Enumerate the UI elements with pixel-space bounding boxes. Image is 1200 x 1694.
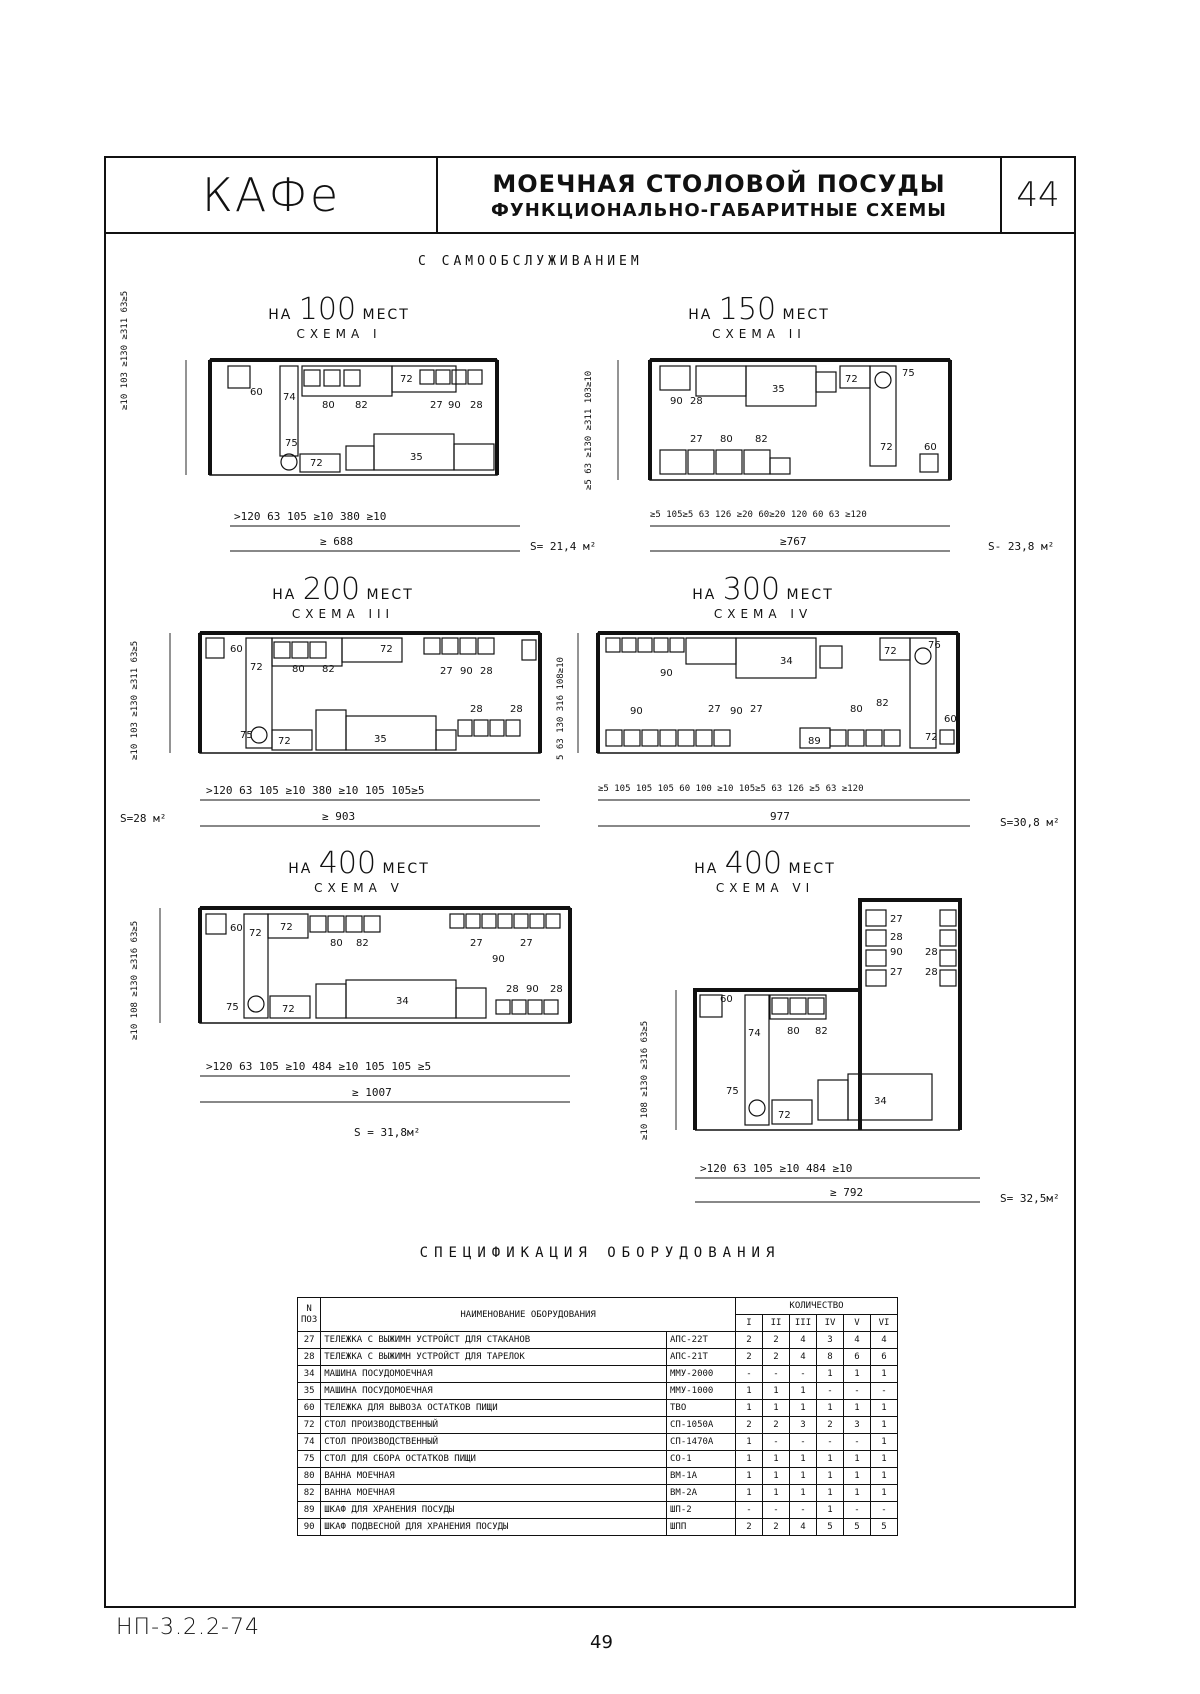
spec-qty: 6 xyxy=(871,1349,898,1366)
svg-text:72: 72 xyxy=(250,662,263,673)
svg-text:28: 28 xyxy=(506,984,519,995)
svg-text:28: 28 xyxy=(470,704,483,715)
spec-row xyxy=(298,1417,898,1434)
spec-qty: 1 xyxy=(736,1468,763,1485)
spec-qty: 1 xyxy=(871,1417,898,1434)
spec-code: СП-1470А xyxy=(667,1434,736,1451)
svg-text:75: 75 xyxy=(285,438,298,449)
scheme-5-seats: 400 xyxy=(318,846,377,881)
scheme-6-vdims: ≥10 108 ≥130 ≥316 63≥5 xyxy=(640,1020,650,1140)
svg-text:75: 75 xyxy=(226,1002,239,1013)
spec-qty: 4 xyxy=(844,1332,871,1349)
svg-text:28: 28 xyxy=(925,947,938,958)
spec-qty: - xyxy=(817,1383,844,1400)
svg-text:34: 34 xyxy=(780,656,793,667)
spec-row xyxy=(298,1519,898,1536)
scheme-1-total: ≥ 688 xyxy=(320,535,354,548)
svg-text:90: 90 xyxy=(730,706,743,717)
svg-text:72: 72 xyxy=(310,458,323,469)
spec-row xyxy=(298,1349,898,1366)
spec-qty: 1 xyxy=(763,1468,790,1485)
spec-qty: 2 xyxy=(763,1417,790,1434)
spec-qty: 2 xyxy=(763,1519,790,1536)
scheme-6-total: ≥ 792 xyxy=(830,1186,864,1199)
spec-qty: 2 xyxy=(736,1519,763,1536)
spec-pos: 90 xyxy=(298,1519,321,1536)
spec-scheme-header: VI xyxy=(871,1315,898,1332)
spec-qty: - xyxy=(763,1502,790,1519)
svg-text:72: 72 xyxy=(249,928,262,939)
spec-pos: 72 xyxy=(298,1417,321,1434)
spec-name: СТОЛ ДЛЯ СБОРА ОСТАТКОВ ПИЩИ xyxy=(321,1451,667,1468)
document-code: НП-3.2.2-74 xyxy=(116,1615,260,1640)
spec-name: ТЕЛЕЖКА С ВЫЖИМН УСТРОЙСТ ДЛЯ ТАРЕЛОК xyxy=(321,1349,667,1366)
spec-qty: 1 xyxy=(817,1400,844,1417)
spec-title: СПЕЦИФИКАЦИЯ ОБОРУДОВАНИЯ xyxy=(419,1245,781,1261)
svg-text:72: 72 xyxy=(884,646,897,657)
spec-name: ШКАФ ДЛЯ ХРАНЕНИЯ ПОСУДЫ xyxy=(321,1502,667,1519)
spec-code: АПС-22Т xyxy=(667,1332,736,1349)
scheme-2-total: ≥767 xyxy=(780,535,807,548)
spec-qty: 1 xyxy=(790,1468,817,1485)
svg-text:35: 35 xyxy=(374,734,387,745)
svg-text:82: 82 xyxy=(815,1026,828,1037)
sheet-number: 44 xyxy=(1016,175,1060,215)
spec-qty: 1 xyxy=(763,1383,790,1400)
svg-text:76: 76 xyxy=(928,640,941,651)
spec-code: ВМ-1А xyxy=(667,1468,736,1485)
scheme-1-seats: 100 xyxy=(298,292,357,327)
spec-qty: 2 xyxy=(763,1349,790,1366)
svg-text:75: 75 xyxy=(726,1086,739,1097)
dimension-lines xyxy=(160,360,980,1202)
svg-text:80: 80 xyxy=(850,704,863,715)
svg-text:28: 28 xyxy=(510,704,523,715)
spec-qty: 2 xyxy=(817,1417,844,1434)
scheme-2-name: СХЕМА II xyxy=(712,327,806,341)
spec-row xyxy=(298,1400,898,1417)
scheme-1-prefix: НА xyxy=(268,307,293,323)
svg-text:74: 74 xyxy=(283,392,296,403)
svg-text:28: 28 xyxy=(925,967,938,978)
scheme-3-prefix: НА xyxy=(272,587,297,603)
spec-qty: 1 xyxy=(817,1502,844,1519)
spec-name: ТЕЛЕЖКА ДЛЯ ВЫВОЗА ОСТАТКОВ ПИЩИ xyxy=(321,1400,667,1417)
scheme-6-area: S= 32,5м² xyxy=(1000,1192,1060,1205)
scheme-3-unit: МЕСТ xyxy=(366,587,414,603)
spec-code: СО-1 xyxy=(667,1451,736,1468)
svg-text:34: 34 xyxy=(396,996,409,1007)
spec-col-name: НАИМЕНОВАНИЕ ОБОРУДОВАНИЯ xyxy=(321,1298,736,1332)
sheet-title: МОЕЧНАЯ СТОЛОВОЙ ПОСУДЫ xyxy=(492,169,946,198)
svg-text:27: 27 xyxy=(520,938,533,949)
spec-qty: 1 xyxy=(790,1383,817,1400)
spec-qty: 1 xyxy=(844,1451,871,1468)
spec-qty: - xyxy=(817,1434,844,1451)
svg-text:72: 72 xyxy=(280,922,293,933)
spec-qty: - xyxy=(790,1434,817,1451)
spec-row xyxy=(298,1383,898,1400)
spec-scheme-header: II xyxy=(763,1315,790,1332)
spec-qty: 4 xyxy=(871,1332,898,1349)
spec-name: ВАННА МОЕЧНАЯ xyxy=(321,1468,667,1485)
scheme-1-plan xyxy=(210,360,497,475)
scheme-4-vdims: 5 63 130 316 108≥10 xyxy=(556,657,566,760)
spec-row xyxy=(298,1434,898,1451)
svg-text:74: 74 xyxy=(748,1028,761,1039)
svg-text:75: 75 xyxy=(240,730,253,741)
svg-text:35: 35 xyxy=(772,384,785,395)
spec-code: ММУ-1000 xyxy=(667,1383,736,1400)
svg-text:72: 72 xyxy=(278,736,291,747)
spec-qty: 1 xyxy=(844,1400,871,1417)
svg-text:27: 27 xyxy=(890,914,903,925)
scheme-5-prefix: НА xyxy=(288,861,313,877)
svg-text:90: 90 xyxy=(630,706,643,717)
spec-code: ТВО xyxy=(667,1400,736,1417)
svg-text:82: 82 xyxy=(355,400,368,411)
scheme-5-area: S = 31,8м² xyxy=(354,1126,421,1139)
scheme-6-dims: >120 63 105 ≥10 484 ≥10 xyxy=(700,1162,853,1175)
spec-name: СТОЛ ПРОИЗВОДСТВЕННЫЙ xyxy=(321,1417,667,1434)
spec-scheme-header: I xyxy=(736,1315,763,1332)
spec-qty: - xyxy=(790,1502,817,1519)
spec-scheme-header: III xyxy=(790,1315,817,1332)
cafe-title: КАФе xyxy=(106,158,438,232)
spec-pos: 75 xyxy=(298,1451,321,1468)
svg-text:60: 60 xyxy=(944,714,957,725)
spec-qty: 1 xyxy=(871,1485,898,1502)
spec-qty: 1 xyxy=(817,1485,844,1502)
svg-text:90: 90 xyxy=(660,668,673,679)
scheme-5-name: СХЕМА V xyxy=(314,881,404,895)
spec-pos: 28 xyxy=(298,1349,321,1366)
svg-text:28: 28 xyxy=(470,400,483,411)
scheme-3-vdims: ≥10 103 ≥130 ≥311 63≥5 xyxy=(130,640,140,760)
svg-text:82: 82 xyxy=(876,698,889,709)
spec-qty: 1 xyxy=(871,1434,898,1451)
spec-row xyxy=(298,1502,898,1519)
spec-qty: 1 xyxy=(736,1485,763,1502)
spec-qty: 4 xyxy=(790,1349,817,1366)
svg-text:80: 80 xyxy=(787,1026,800,1037)
spec-qty: 1 xyxy=(871,1468,898,1485)
svg-text:27: 27 xyxy=(440,666,453,677)
spec-qty: 5 xyxy=(871,1519,898,1536)
svg-text:27: 27 xyxy=(690,434,703,445)
spec-qty: 5 xyxy=(844,1519,871,1536)
svg-text:90: 90 xyxy=(448,400,461,411)
scheme-4-plan xyxy=(598,633,958,753)
spec-qty: 1 xyxy=(817,1451,844,1468)
spec-qty: - xyxy=(844,1502,871,1519)
spec-code: ШП-2 xyxy=(667,1502,736,1519)
scheme-5-total: ≥ 1007 xyxy=(352,1086,392,1099)
spec-qty: 1 xyxy=(790,1485,817,1502)
scheme-5-vdims: ≥10 108 ≥130 ≥316 63≥5 xyxy=(130,920,140,1040)
svg-text:28: 28 xyxy=(690,396,703,407)
svg-text:60: 60 xyxy=(720,994,733,1005)
spec-name: ТЕЛЕЖКА С ВЫЖИМН УСТРОЙСТ ДЛЯ СТАКАНОВ xyxy=(321,1332,667,1349)
scheme-6-unit: МЕСТ xyxy=(788,861,836,877)
svg-text:72: 72 xyxy=(282,1004,295,1015)
scheme-4-name: СХЕМА IV xyxy=(713,607,813,621)
spec-qty: - xyxy=(790,1366,817,1383)
scheme-2-seats: 150 xyxy=(718,292,777,327)
scheme-4-area: S=30,8 м² xyxy=(1000,816,1060,829)
spec-qty: 1 xyxy=(736,1451,763,1468)
spec-qty: 1 xyxy=(844,1366,871,1383)
svg-text:82: 82 xyxy=(755,434,768,445)
page-number: 49 xyxy=(590,1632,613,1653)
spec-qty: - xyxy=(736,1502,763,1519)
spec-qty: 2 xyxy=(736,1417,763,1434)
spec-name: МАШИНА ПОСУДОМОЕЧНАЯ xyxy=(321,1366,667,1383)
svg-text:27: 27 xyxy=(470,938,483,949)
spec-code: ММУ-2000 xyxy=(667,1366,736,1383)
scheme-1-dims: >120 63 105 ≥10 380 ≥10 xyxy=(234,510,387,523)
spec-code: ВМ-2А xyxy=(667,1485,736,1502)
spec-qty: - xyxy=(736,1366,763,1383)
spec-qty: 1 xyxy=(790,1400,817,1417)
spec-pos: 27 xyxy=(298,1332,321,1349)
svg-text:27: 27 xyxy=(750,704,763,715)
scheme-5-dims: >120 63 105 ≥10 484 ≥10 105 105 ≥5 xyxy=(206,1060,432,1073)
svg-text:27: 27 xyxy=(430,400,443,411)
spec-qty: 1 xyxy=(763,1485,790,1502)
spec-name: СТОЛ ПРОИЗВОДСТВЕННЫЙ xyxy=(321,1434,667,1451)
scheme-4-total: 977 xyxy=(770,810,790,823)
scheme-4-unit: МЕСТ xyxy=(786,587,834,603)
caption-self-service: С САМООБСЛУЖИВАНИЕМ xyxy=(418,254,643,269)
spec-body xyxy=(298,1332,898,1536)
svg-text:90: 90 xyxy=(492,954,505,965)
svg-text:72: 72 xyxy=(400,374,413,385)
scheme-2-vdims: ≥5 63 ≥130 ≥311 103≥10 xyxy=(584,370,594,490)
scheme-5-plan xyxy=(200,908,570,1023)
spec-row xyxy=(298,1451,898,1468)
spec-name: МАШИНА ПОСУДОМОЕЧНАЯ xyxy=(321,1383,667,1400)
spec-qty: 3 xyxy=(844,1417,871,1434)
scheme-1-unit: МЕСТ xyxy=(362,307,410,323)
scheme-3-area: S=28 м² xyxy=(120,812,167,825)
svg-text:90: 90 xyxy=(460,666,473,677)
spec-scheme-header: V xyxy=(844,1315,871,1332)
svg-text:82: 82 xyxy=(322,664,335,675)
scheme-2-dims: ≥5 105≥5 63 126 ≥20 60≥20 120 60 63 ≥120 xyxy=(650,510,867,520)
spec-pos: 60 xyxy=(298,1400,321,1417)
spec-qty: 1 xyxy=(844,1468,871,1485)
spec-qty: - xyxy=(763,1434,790,1451)
svg-text:27: 27 xyxy=(890,967,903,978)
scheme-3-dims: >120 63 105 ≥10 380 ≥10 105 105≥5 xyxy=(206,784,425,797)
svg-text:80: 80 xyxy=(330,938,343,949)
svg-text:60: 60 xyxy=(230,644,243,655)
svg-text:27: 27 xyxy=(708,704,721,715)
spec-qty: - xyxy=(871,1502,898,1519)
spec-row xyxy=(298,1332,898,1349)
spec-qty: 2 xyxy=(736,1332,763,1349)
svg-text:82: 82 xyxy=(356,938,369,949)
spec-qty: 6 xyxy=(844,1349,871,1366)
spec-qty: 8 xyxy=(817,1349,844,1366)
svg-text:80: 80 xyxy=(720,434,733,445)
spec-scheme-header: IV xyxy=(817,1315,844,1332)
spec-qty: 1 xyxy=(736,1400,763,1417)
spec-row xyxy=(298,1468,898,1485)
spec-qty: - xyxy=(871,1383,898,1400)
svg-text:72: 72 xyxy=(380,644,393,655)
spec-pos: 82 xyxy=(298,1485,321,1502)
svg-text:72: 72 xyxy=(880,442,893,453)
scheme-4-dims: ≥5 105 105 105 60 100 ≥10 105≥5 63 126 ≥5 63 ≥120 xyxy=(598,784,864,794)
svg-text:28: 28 xyxy=(480,666,493,677)
scheme-6-name: СХЕМА VI xyxy=(715,881,815,895)
spec-qty: 1 xyxy=(763,1400,790,1417)
spec-qty: 4 xyxy=(790,1519,817,1536)
svg-text:89: 89 xyxy=(808,736,821,747)
spec-col-qty: КОЛИЧЕСТВО xyxy=(736,1298,898,1315)
spec-qty: 2 xyxy=(736,1349,763,1366)
spec-row xyxy=(298,1366,898,1383)
s1-label: 60 xyxy=(250,387,263,398)
spec-name: ВАННА МОЕЧНАЯ xyxy=(321,1485,667,1502)
scheme-3-total: ≥ 903 xyxy=(322,810,356,823)
svg-text:60: 60 xyxy=(230,923,243,934)
svg-text:90: 90 xyxy=(890,947,903,958)
spec-qty: - xyxy=(844,1383,871,1400)
spec-code: ШПП xyxy=(667,1519,736,1536)
svg-text:28: 28 xyxy=(550,984,563,995)
spec-qty: 1 xyxy=(790,1451,817,1468)
scheme-1-area: S= 21,4 м² xyxy=(530,540,597,553)
spec-qty: - xyxy=(763,1366,790,1383)
svg-text:35: 35 xyxy=(410,452,423,463)
scheme-3-seats: 200 xyxy=(302,572,361,607)
spec-table xyxy=(297,1297,898,1536)
spec-qty: 1 xyxy=(817,1468,844,1485)
scheme-6-seats: 400 xyxy=(724,846,783,881)
spec-qty: 1 xyxy=(817,1366,844,1383)
spec-qty: 5 xyxy=(817,1519,844,1536)
spec-qty: 1 xyxy=(871,1451,898,1468)
spec-pos: 74 xyxy=(298,1434,321,1451)
scheme-1-name: СХЕМА I xyxy=(296,327,382,341)
scheme-3-name: СХЕМА III xyxy=(291,607,395,621)
spec-qty: 4 xyxy=(790,1332,817,1349)
scheme-2-prefix: НА xyxy=(688,307,713,323)
svg-text:80: 80 xyxy=(322,400,335,411)
svg-text:28: 28 xyxy=(890,932,903,943)
spec-name: ШКАФ ПОДВЕСНОЙ ДЛЯ ХРАНЕНИЯ ПОСУДЫ xyxy=(321,1519,667,1536)
svg-text:80: 80 xyxy=(292,664,305,675)
svg-text:72: 72 xyxy=(925,732,938,743)
spec-code: СП-1050А xyxy=(667,1417,736,1434)
svg-text:72: 72 xyxy=(845,374,858,385)
scheme-2-unit: МЕСТ xyxy=(782,307,830,323)
spec-pos: 34 xyxy=(298,1366,321,1383)
spec-qty: 1 xyxy=(736,1434,763,1451)
spec-qty: 1 xyxy=(736,1383,763,1400)
svg-text:75: 75 xyxy=(902,368,915,379)
scheme-6-prefix: НА xyxy=(694,861,719,877)
svg-text:72: 72 xyxy=(778,1110,791,1121)
spec-qty: 2 xyxy=(763,1332,790,1349)
spec-pos: 80 xyxy=(298,1468,321,1485)
scheme-1-vdims: ≥10 103 ≥130 ≥311 63≥5 xyxy=(120,290,130,410)
svg-text:60: 60 xyxy=(924,442,937,453)
spec-row xyxy=(298,1485,898,1502)
spec-pos: 89 xyxy=(298,1502,321,1519)
spec-qty: 1 xyxy=(871,1400,898,1417)
spec-qty: 1 xyxy=(763,1451,790,1468)
svg-text:34: 34 xyxy=(874,1096,887,1107)
spec-qty: 1 xyxy=(844,1485,871,1502)
scheme-5-unit: МЕСТ xyxy=(382,861,430,877)
spec-qty: 3 xyxy=(790,1417,817,1434)
scheme-2-area: S- 23,8 м² xyxy=(988,540,1055,553)
spec-qty: - xyxy=(844,1434,871,1451)
spec-qty: 3 xyxy=(817,1332,844,1349)
spec-pos: 35 xyxy=(298,1383,321,1400)
spec-qty: 1 xyxy=(871,1366,898,1383)
scheme-4-prefix: НА xyxy=(692,587,717,603)
spec-code: АПС-21Т xyxy=(667,1349,736,1366)
sheet-subtitle: ФУНКЦИОНАЛЬНО-ГАБАРИТНЫЕ СХЕМЫ xyxy=(491,199,947,221)
spec-col-pos: N ПОЗ xyxy=(298,1298,321,1332)
scheme-4-seats: 300 xyxy=(722,572,781,607)
svg-text:90: 90 xyxy=(670,396,683,407)
svg-text:90: 90 xyxy=(526,984,539,995)
